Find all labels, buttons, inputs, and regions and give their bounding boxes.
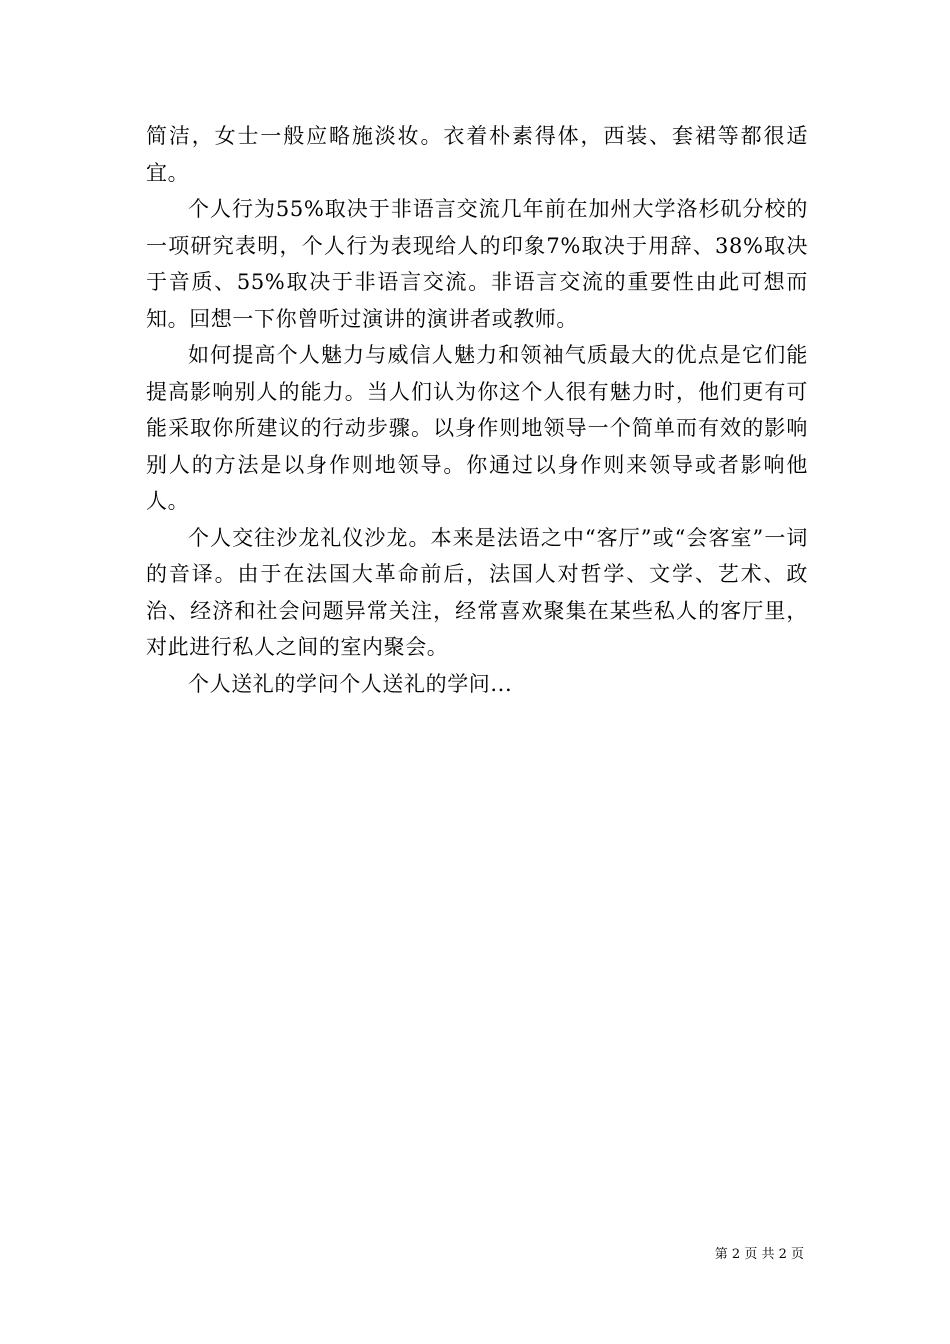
paragraph-gift-giving: 个人送礼的学问个人送礼的学问... — [188, 671, 513, 696]
page-number-footer: 第 2 页 共 2 页 — [714, 1247, 804, 1262]
document-body — [146, 118, 808, 702]
paragraph-nonverbal-communication: 个人行为55%取决于非语言交流几年前在加州大学洛杉矶分校的一项研究表明，个人行为表现给人的印象7%取决于用辞、38%取决于音质、55%取决于非语言交流。非语言交流的重要性由此可想而知。回想一下你曾听过演讲的演讲者或教师。 — [146, 197, 808, 331]
paragraph-dress-code: 简洁，女士一般应略施淡妆。衣着朴素得体，西装、套裙等都很适宜。 — [146, 124, 808, 185]
paragraph-salon-etiquette: 个人交往沙龙礼仪沙龙。本来是法语之中“客厅”或“会客室”一词的音译。由于在法国大革命前后，法国人对哲学、文学、艺术、政治、经济和社会问题异常关注，经常喜欢聚集在某些私人的客厅里，对此进行私人之间的室内聚会。 — [146, 525, 808, 659]
paragraph-personal-charisma: 如何提高个人魅力与威信人魅力和领袖气质最大的优点是它们能提高影响别人的能力。当人们认为你这个人很有魅力时，他们更有可能采取你所建议的行动步骤。以身作则地领导一个简单而有效的影响别人的方法是以身作则地领导。你通过以身作则来领导或者影响他人。 — [146, 343, 808, 513]
